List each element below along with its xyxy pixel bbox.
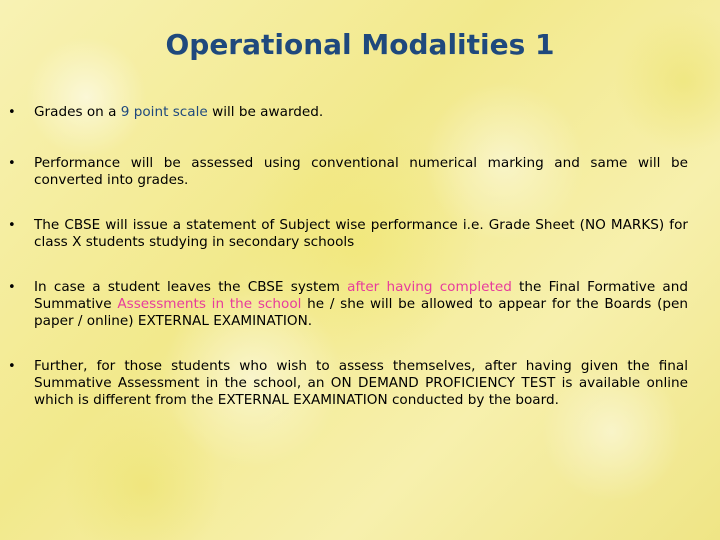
bullet-text-segment: the Final Formative and Summative [34, 279, 689, 312]
bullet-item [8, 358, 688, 409]
highlight-text: 9 point scale [120, 104, 208, 120]
bullet-text-segment: In case a student leaves the CBSE system [34, 279, 348, 295]
bullet-dot-icon: • [8, 280, 16, 295]
bullet-text-segment: will be awarded. [207, 104, 324, 120]
bullet-dot-icon: • [8, 156, 16, 171]
highlight-text: after having completed [347, 279, 512, 295]
bullet-dot-icon: • [8, 359, 16, 374]
highlight-text: Assessments in the school [117, 296, 302, 312]
bullet-text-segment: Further, for those students who wish to assess themselves, after having given the final Summative Assessment in the school, an ON DEMAND PROFICIENCY TEST is available online which is different from the EXTERNAL EXAMINATION conducted by the board. [34, 358, 688, 408]
bullet-text-segment: he / she will be allowed to appear for the Boards (pen paper / online) EXTERNAL EXAMINATION. [34, 296, 689, 329]
bullet-text-segment: Grades on a [34, 104, 121, 120]
bullet-item [8, 279, 688, 330]
bullet-item [8, 104, 688, 121]
bullet-list [8, 104, 688, 409]
slide-title: Operational Modalities 1 [165, 28, 555, 61]
bullet-item [8, 217, 688, 251]
bullet-dot-icon: • [8, 105, 16, 120]
bullet-item [8, 155, 688, 189]
bullet-text-segment: The CBSE will issue a statement of Subject wise performance i.e. Grade Sheet (NO MARKS) for class X students studying in secondary schools [34, 217, 688, 250]
bullet-dot-icon: • [8, 218, 16, 233]
bullet-text-segment: Performance will be assessed using conventional numerical marking and same will be converted into grades. [34, 155, 688, 188]
